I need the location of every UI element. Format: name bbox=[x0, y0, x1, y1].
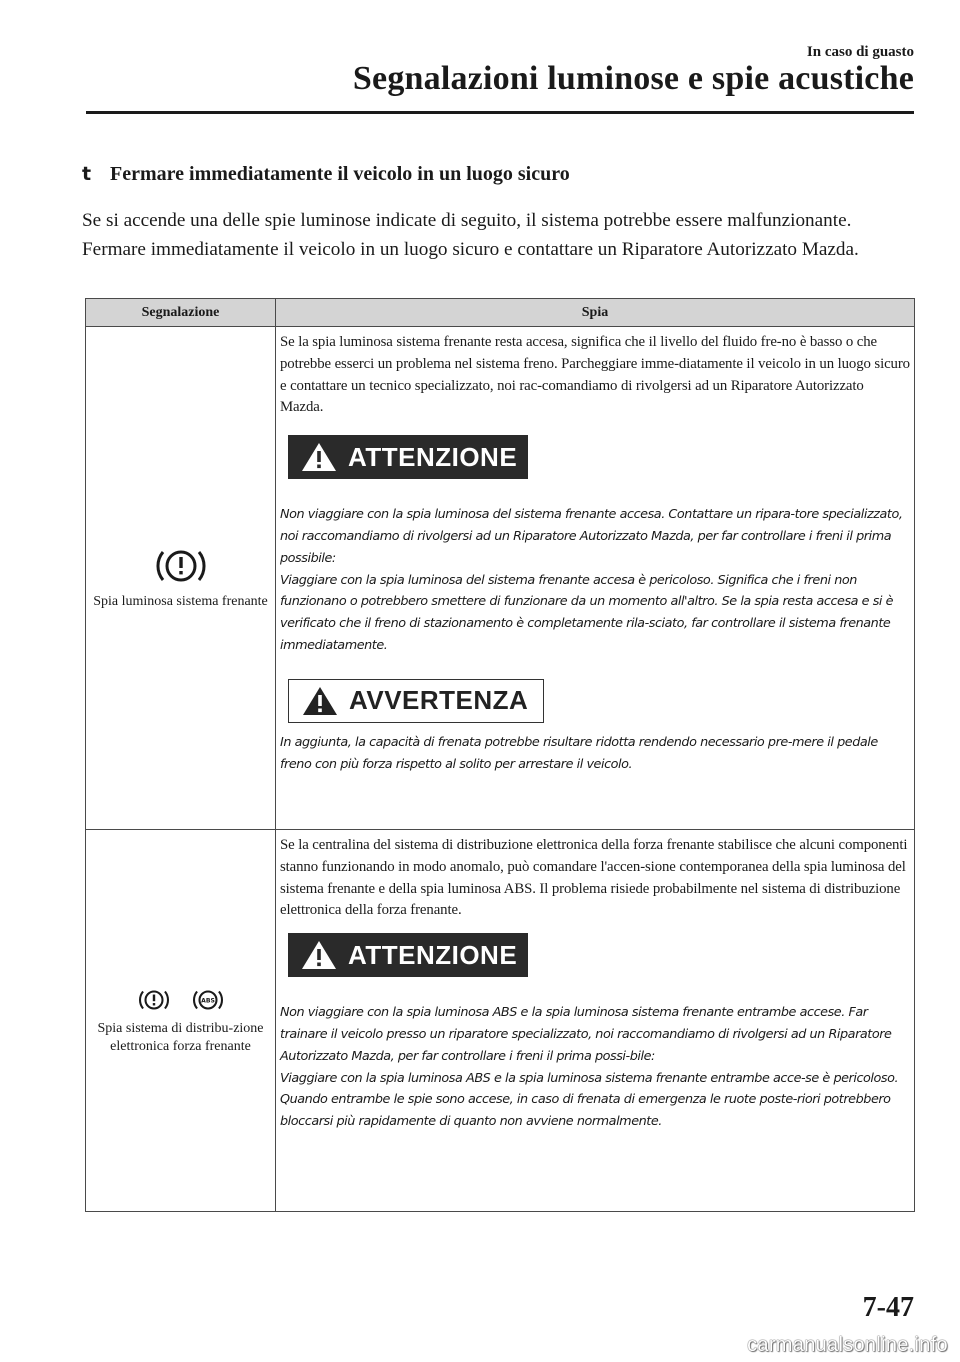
column-header-spia: Spia bbox=[276, 299, 915, 327]
attenzione-label: ATTENZIONE bbox=[348, 441, 518, 472]
table-row bbox=[86, 327, 915, 830]
section-heading bbox=[82, 163, 570, 186]
warning-triangle-icon bbox=[300, 939, 338, 971]
signal-icons bbox=[92, 545, 269, 587]
signal-icons bbox=[92, 986, 269, 1014]
table-header-row bbox=[86, 299, 915, 327]
attenzione-bold-text: Non viaggiare con la spia luminosa ABS e la spia luminosa sistema frenante entrambe accese. Far trainare il veicolo presso un riparatore specializzato, noi raccomandiamo di rivolgersi ad un Riparatore Autorizzato Mazda, per far controllare i freni il prima possi-bile: bbox=[280, 1005, 892, 1064]
page-title: Segnalazioni luminose e spie acustiche bbox=[352, 60, 914, 97]
header-rule bbox=[86, 111, 914, 114]
attenzione-text: Quando entrambe le spie sono accese, in caso di frenata di emergenza le ruote poste-riori potrebbero bloccarsi più rapidamente di quanto non avviene normalmente. bbox=[280, 1092, 891, 1130]
signal-cell bbox=[86, 830, 276, 1212]
spia-cell bbox=[276, 830, 915, 1212]
description-text: Se la centralina del sistema di distribuzione elettronica della forza frenante stabilisce che alcuni componenti stanno funzionando in modo anomalo, può comandare l'accen-sione contemporanea della spia luminosa del sistema frenante e della spia luminosa ABS. Il problema risiede probabilmente nel sistema di distribuzione elettronica della forza frenante. bbox=[280, 837, 908, 919]
warning-triangle-icon bbox=[300, 441, 338, 473]
brake-warning-icon bbox=[153, 545, 209, 587]
signal-cell bbox=[86, 327, 276, 830]
signal-label: Spia sistema di distribu-zione elettronica forza frenante bbox=[97, 1020, 264, 1054]
warning-triangle-icon bbox=[301, 685, 339, 717]
abs-icon-text: ABS bbox=[200, 996, 215, 1004]
page-number: 7-47 bbox=[862, 1292, 914, 1323]
attenzione-label: ATTENZIONE bbox=[348, 939, 518, 970]
attenzione-banner bbox=[288, 933, 528, 977]
attenzione-bold-text: Non viaggiare con la spia luminosa del sistema frenante accesa. Contattare un ripara-tore specializzato, noi raccomandiamo di rivolgersi ad un Riparatore Autorizzato Mazda, per far controllare i freni il prima possibile: bbox=[280, 507, 903, 566]
section-marker: t bbox=[82, 163, 92, 185]
signal-label: Spia luminosa sistema frenante bbox=[93, 594, 268, 609]
avvertenza-label: AVVERTENZA bbox=[349, 685, 529, 716]
column-header-signal: Segnalazione bbox=[86, 299, 276, 327]
chapter-label: In caso di guasto bbox=[806, 44, 914, 60]
attenzione-text: Viaggiare con la spia luminosa ABS e la spia luminosa sistema frenante entrambe acce-se è pericoloso. bbox=[280, 1070, 899, 1086]
description-text: Se la spia luminosa sistema frenante resta accesa, significa che il livello del fluido fre-no è basso o che potrebbe esserci un problema nel sistema freno. Parcheggiare imme-diatamente il veicolo in un luogo sicuro e contattare un tecnico specializzato, noi rac-comandiamo di rivolgersi ad un Riparatore Autorizzato Mazda. bbox=[280, 334, 910, 416]
warning-lights-table bbox=[85, 298, 915, 1212]
abs-warning-icon bbox=[191, 986, 225, 1014]
attenzione-text: Viaggiare con la spia luminosa del sistema frenante accesa è pericoloso. Significa che i freni non funzionano o potrebbero smettere di funzionare da un momento all'altro. Se la spia resta accesa e si è verificato che il freno di stazionamento è completamente rila-sciato, far controllare il sistema frenante immediatamente. bbox=[280, 572, 894, 653]
brake-warning-icon bbox=[137, 986, 171, 1014]
watermark: carmanualsonline.info bbox=[747, 1334, 948, 1356]
attenzione-banner bbox=[288, 435, 528, 479]
intro-paragraph: Se si accende una delle spie luminose indicate di seguito, il sistema potrebbe essere malfunzionante. Fermare immediatamente il veicolo in un luogo sicuro e contattare un Riparatore Autorizzato Mazda. bbox=[82, 210, 859, 260]
table-row bbox=[86, 830, 915, 1212]
spia-cell bbox=[276, 327, 915, 830]
section-heading-text: Fermare immediatamente il veicolo in un luogo sicuro bbox=[110, 163, 570, 185]
avvertenza-text: In aggiunta, la capacità di frenata potrebbe risultare ridotta rendendo necessario pre-mere il pedale freno con più forza rispetto al solito per arrestare il veicolo. bbox=[280, 734, 878, 772]
avvertenza-banner bbox=[288, 679, 544, 723]
